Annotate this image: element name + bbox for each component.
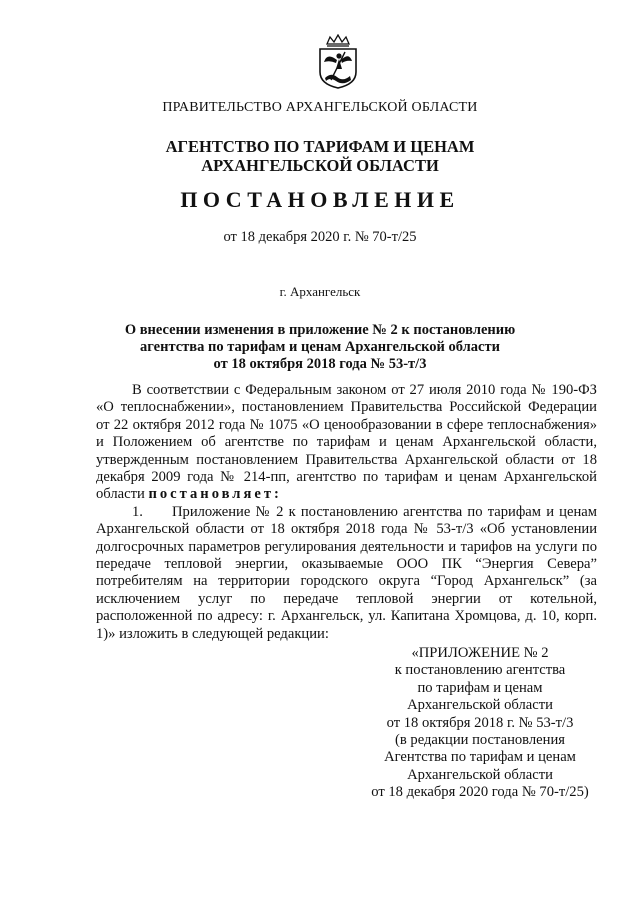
subject-line2: агентства по тарифам и ценам Архангельской области [140,339,500,355]
subject-line1: О внесении изменения в приложение № 2 к постановлению [124,322,516,338]
annex-line: Агентства по тарифам и ценам [384,749,576,766]
annex-line: от 18 декабря 2020 года № 70-т/25) [371,784,589,801]
document-body [96,382,597,643]
item-1-number: 1. [132,503,143,520]
preamble-paragraph [96,382,597,504]
document-type-title: ПОСТАНОВЛЕНИЕ [180,187,460,212]
preamble-text: В соответствии с Федеральным законом от 27 июля 2010 года № 190-ФЗ «О теплоснабжении», постановлением Правительства Российской Федерации от 22 октября 2012 года № 1075 «О ценообразовании в сфере теплоснабжения» и Положением об агентстве по тарифам и ценам Архангельской области, утвержденным постановлением Правительства Архангельской области от 18 декабря 2009 года № 214-пп, агентство по тарифам и ценам Архангельской области [96,382,597,503]
annex-line: от 18 октября 2018 г. № 53-т/3 [386,714,574,731]
annex-line: (в редакции постановления [395,732,565,749]
annex-line: Архангельской области [407,697,553,714]
agency-name-line2: АРХАНГЕЛЬСКОЙ ОБЛАСТИ [201,156,439,175]
coat-of-arms-icon [315,34,361,90]
agency-name-line1: АГЕНТСТВО ПО ТАРИФАМ И ЦЕНАМ [165,137,475,156]
annex-line: Архангельской области [407,766,553,783]
annex-heading [330,645,630,802]
item-1-paragraph [96,504,597,643]
document-subject [0,322,640,373]
item-1-text: Приложение № 2 к постановлению агентства по тарифам и ценам Архангельской области от 18 октября 2018 года № 53-т/3 «Об установлении долгосрочных параметров регулирования деятельности и тарифов на услуги по передаче тепловой энергии, оказываемые ООО ПК “Энергия Севера” потребителям на территории городского округа “Город Архангельск” (за исключением услуг по передаче тепловой энергии от котельной, расположенной по адресу: г. Архангельск, ул. Капитана Хромцова, д. 10, корп. 1)» изложить в следующей редакции: [96,503,597,642]
annex-line: «ПРИЛОЖЕНИЕ № 2 [411,645,549,661]
agency-name [0,137,640,175]
government-name: ПРАВИТЕЛЬСТВО АРХАНГЕЛЬСКОЙ ОБЛАСТИ [162,100,478,115]
subject-line3: от 18 октября 2018 года № 53-т/3 [213,356,427,372]
resolves-word: постановляет: [148,486,282,503]
document-date-number: от 18 декабря 2020 г. № 70-т/25 [223,229,417,245]
document-city: г. Архангельск [279,284,361,299]
annex-line: по тарифам и ценам [417,679,543,696]
annex-line: к постановлению агентства [394,662,566,679]
